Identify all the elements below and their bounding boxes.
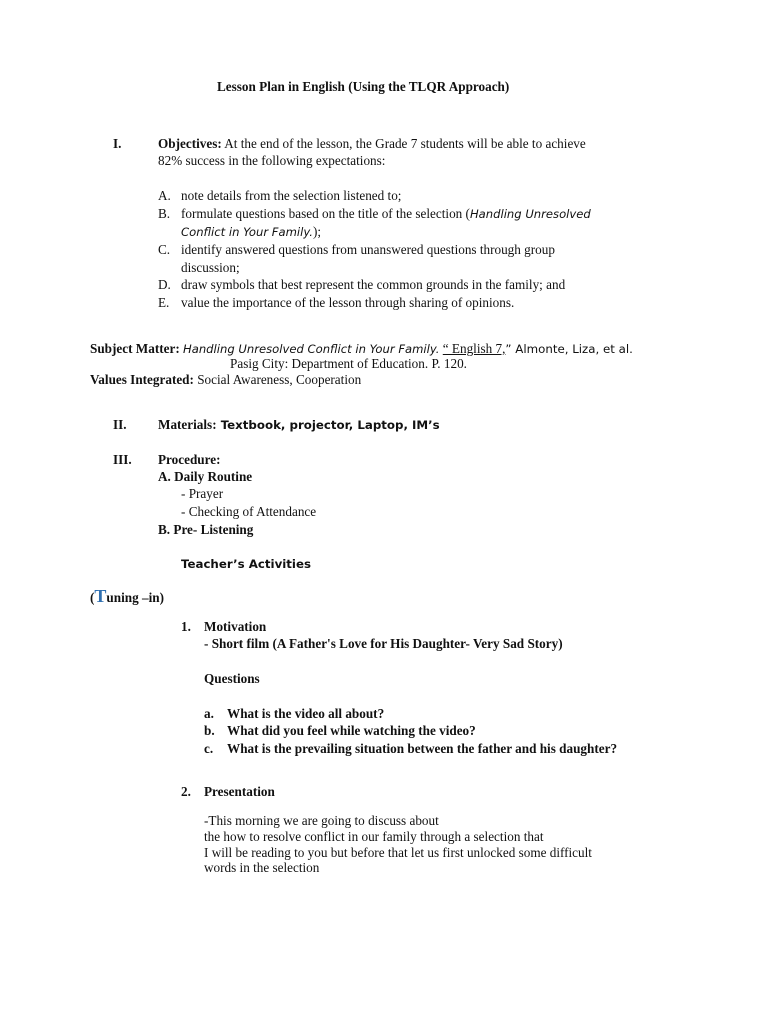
subject-matter-book: “ English 7, [442, 341, 506, 356]
objectives-text-line2: 82% success in the following expectations: [158, 153, 386, 168]
presentation-text: I will be reading to you but before that let us first unlocked some difficult [204, 845, 592, 860]
subject-matter-label: Subject Matter: [90, 341, 180, 356]
objective-letter: D. [158, 277, 171, 292]
question-letter: c. [204, 741, 214, 756]
objective-b-title-cont: Conflict in Your Family. [181, 225, 313, 239]
objective-letter: E. [158, 295, 170, 310]
presentation-number: 2. [181, 784, 191, 799]
objective-text-cont: discussion; [181, 260, 240, 275]
document-title: Lesson Plan in English (Using the TLQR Approach) [217, 79, 510, 94]
question-text: What is the video all about? [227, 706, 385, 721]
tuning-in-heading [90, 586, 164, 608]
tuning-open-paren: ( [90, 590, 95, 605]
values-label: Values Integrated: [90, 372, 194, 387]
objective-b-title: Handling Unresolved [469, 207, 591, 221]
objectives-text-line1: At the end of the lesson, the Grade 7 students will be able to achieve [221, 136, 586, 151]
subject-matter-authors: ” Almonte, Liza, et al. [505, 342, 633, 356]
materials-text: Textbook, projector, Laptop, IM’s [216, 418, 440, 432]
values-integrated [90, 372, 361, 388]
pre-listening-heading: B. Pre- Listening [158, 522, 254, 537]
objective-text-cont [181, 224, 321, 240]
objective-letter: A. [158, 188, 171, 203]
presentation-text: -This morning we are going to discuss about [204, 813, 439, 828]
presentation-label: Presentation [204, 784, 275, 799]
objectives-numeral: I. [113, 136, 122, 151]
objective-text: identify answered questions from unanswered questions through group [181, 242, 555, 257]
presentation-text: words in the selection [204, 860, 320, 875]
materials-label: Materials: [158, 417, 217, 432]
objective-letter: C. [158, 242, 171, 257]
tuning-letter-t: T [94, 586, 107, 606]
objective-b-post: ); [312, 224, 322, 239]
procedure-numeral: III. [113, 452, 132, 467]
values-text: Social Awareness, Cooperation [193, 372, 362, 387]
teacher-activities-heading: Teacher’s Activities [181, 557, 312, 571]
objective-letter: B. [158, 206, 171, 221]
objective-b-pre: formulate questions based on the title of the selection ( [181, 206, 470, 221]
objective-text: note details from the selection listened to; [181, 188, 402, 203]
motivation-number: 1. [181, 619, 191, 634]
motivation-label: Motivation [204, 619, 267, 634]
objective-text: draw symbols that best represent the common grounds in the family; and [181, 277, 566, 292]
objective-text: value the importance of the lesson through sharing of opinions. [181, 295, 515, 310]
routine-item: - Prayer [181, 486, 224, 501]
question-text: What did you feel while watching the video? [227, 723, 476, 738]
question-letter: a. [204, 706, 214, 721]
subject-matter [90, 341, 633, 357]
objectives-label: Objectives: [158, 136, 222, 151]
question-letter: b. [204, 723, 215, 738]
daily-routine-heading: A. Daily Routine [158, 469, 253, 484]
objectives-intro [158, 136, 586, 152]
materials [158, 417, 440, 433]
presentation-text: the how to resolve conflict in our family through a selection that [204, 829, 544, 844]
routine-item: - Checking of Attendance [181, 504, 317, 519]
procedure-label: Procedure: [158, 452, 221, 467]
materials-numeral: II. [113, 417, 127, 432]
questions-label: Questions [204, 671, 260, 686]
motivation-detail: - Short film (A Father's Love for His Daughter- Very Sad Story) [204, 636, 563, 651]
subject-matter-publisher: Pasig City: Department of Education. P. 120. [230, 356, 467, 371]
question-text: What is the prevailing situation between the father and his daughter? [227, 741, 618, 756]
objective-text [181, 206, 591, 222]
tuning-rest: uning –in) [106, 590, 164, 605]
subject-matter-title: Handling Unresolved Conflict in Your Family. [183, 342, 440, 356]
